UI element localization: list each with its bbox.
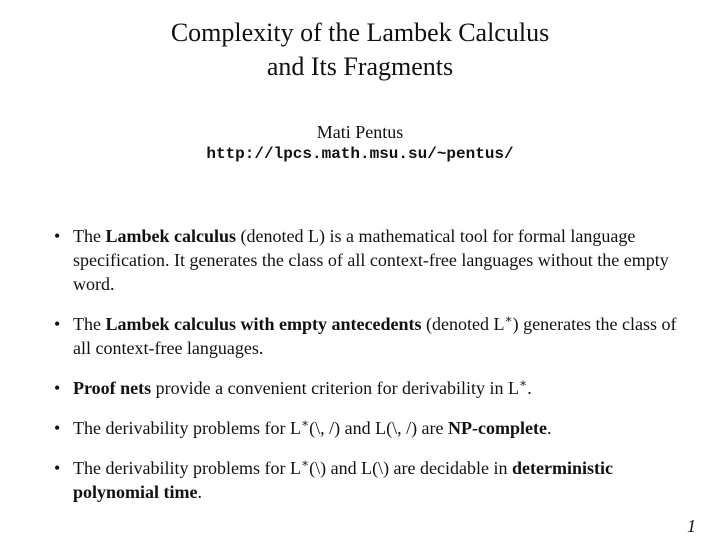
bullet-dot: • bbox=[54, 458, 61, 478]
bullet-text: The derivability problems for L bbox=[73, 458, 301, 478]
author-name: Mati Pentus bbox=[316, 122, 404, 142]
bullet-item-lambek-calculus bbox=[50, 224, 690, 296]
bullet-text: (\) and L(\) are decidable in bbox=[309, 458, 512, 478]
bullet-bold-term: Lambek calculus bbox=[105, 226, 237, 246]
bullet-text: (denoted L bbox=[421, 314, 505, 334]
title-line-2: and Its Fragments bbox=[266, 52, 454, 81]
bullet-text: . bbox=[547, 418, 552, 438]
bullet-dot: • bbox=[54, 226, 61, 246]
bullet-dot: • bbox=[54, 378, 61, 398]
bullet-item-polynomial-time bbox=[50, 456, 690, 504]
bullet-bold-term: NP-complete bbox=[448, 418, 547, 438]
bullet-item-empty-antecedents bbox=[50, 312, 690, 360]
bullet-text: provide a convenient criterion for derivability in L bbox=[151, 378, 520, 398]
bullet-list bbox=[50, 224, 690, 520]
bullet-text: . bbox=[197, 482, 202, 502]
bullet-dot: • bbox=[54, 418, 61, 438]
bullet-bold-term: Proof nets bbox=[73, 378, 152, 398]
bullet-text: (\, /) and L(\, /) are bbox=[309, 418, 449, 438]
bullet-text: The derivability problems for L bbox=[73, 418, 301, 438]
bullet-bold-term: Lambek calculus with empty antecedents bbox=[105, 314, 422, 334]
superscript-star: ∗ bbox=[300, 456, 310, 470]
bullet-dot: • bbox=[54, 314, 61, 334]
bullet-text: The bbox=[73, 314, 106, 334]
slide-title bbox=[0, 16, 720, 84]
bullet-text: ) generates the class of all context-free languages. bbox=[73, 314, 677, 358]
superscript-star: ∗ bbox=[519, 376, 528, 390]
bullet-bold-term: deterministic polynomial time bbox=[73, 458, 613, 502]
title-line-1: Complexity of the Lambek Calculus bbox=[170, 18, 550, 47]
author-url[interactable]: http://lpcs.math.msu.su/~pentus/ bbox=[206, 145, 514, 163]
page-number: 1 bbox=[687, 516, 696, 536]
bullet-text: . bbox=[527, 378, 532, 398]
bullet-item-proof-nets bbox=[50, 376, 690, 400]
bullet-text: The bbox=[73, 226, 106, 246]
superscript-star: ∗ bbox=[504, 312, 513, 326]
bullet-text: (denoted L) is a mathematical tool for formal language specification. It generates the class of all context-free languages without the empty word. bbox=[73, 226, 669, 294]
bullet-item-np-complete bbox=[50, 416, 690, 440]
superscript-star: ∗ bbox=[300, 416, 310, 430]
